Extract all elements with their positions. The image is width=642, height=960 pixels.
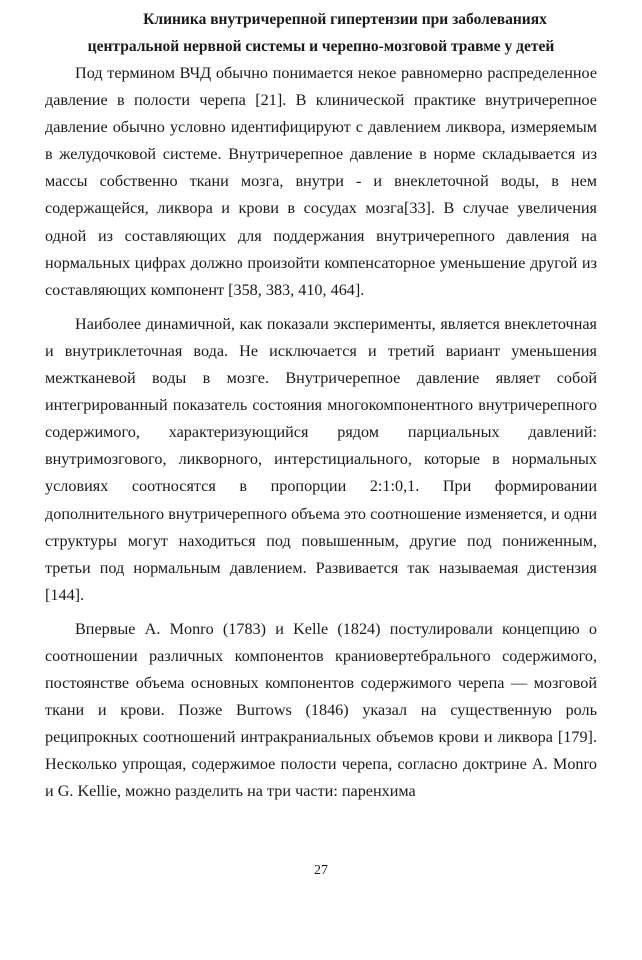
paragraph-2: Наиболее динамичной, как показали эксперименты, является внеклеточная и внутриклеточная вода. Не исключается и третий вариант уменьшения межтканевой воды в мозге. Внутричерепное давление являет собой интегрированный показатель состояния многокомпонентного внутричерепного содержимого, характеризующийся рядом парциальных давлений: внутримозгового, ликворного, интерстициального, которые в нормальных условиях соотносятся в пропорции 2:1:0,1. При формировании дополнительного внутричерепного объема это соотношение изменяется, и одни структуры могут находиться под повышенным, другие под пониженным, третьи под нормальным давлением. Развивается так называемая дистензия [144]. <box>45 314 597 604</box>
heading-line-1: Клиника внутричерепной гипертензии при заболеваниях <box>143 11 547 28</box>
document-page <box>45 6 597 806</box>
page-number: 27 <box>314 863 328 878</box>
paragraph-1: Под термином ВЧД обычно понимается некое равномерно распределенное давление в полости черепа [21]. В клинической практике внутричерепное давление обычно условно идентифицируют с давлением ликвора, измеряемым в желудочковой системе. Внутричерепное давление в норме складывается из массы собственно ткани мозга, внутри - и внеклеточной воды, в нем содержащейся, ликвора и крови в сосудах мозга[33]. В случае увеличения одной из составляющих для поддержания внутричерепного давления на нормальных цифрах должно произойти компенсаторное уменьшение другой из составляющих компонент [358, 383, 410, 464]. <box>45 64 597 299</box>
section-heading <box>45 6 597 60</box>
paragraph-3: Впервые A. Monro (1783) и Kelle (1824) постулировали концепцию о соотношении различных компонентов краниовертебрального содержимого, постоянстве объема основных компонентов содержимого черепа — мозговой ткани и крови. Позже Burrows (1846) указал на существенную роль реципрокных соотношений интракраниальных объемов крови и ликвора [179]. Несколько упрощая, содержимое полости черепа, согласно доктрине A. Monro и G. Kellie, можно разделить на три части: паренхима <box>45 619 597 801</box>
heading-line-2: центральной нервной системы и черепно-мозговой травме у детей <box>87 38 555 55</box>
